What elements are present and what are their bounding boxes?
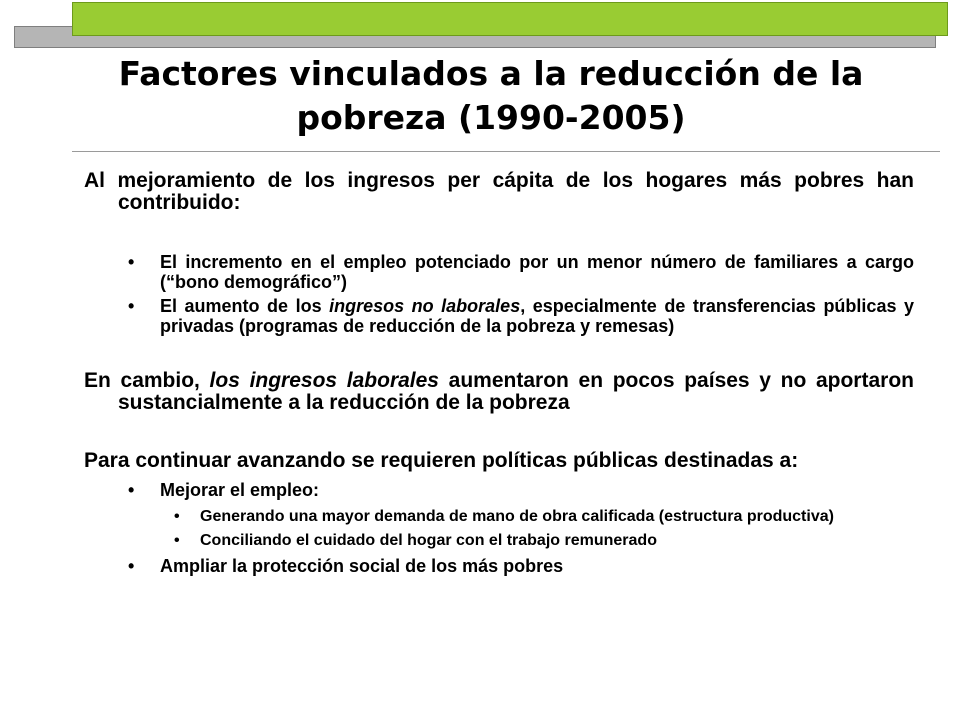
title-divider [72,151,940,152]
subbullet-demanda-mano-obra: • Generando una mayor demanda de mano de obra calificada (estructura productiva) [84,508,914,526]
section3-intro: Para continuar avanzando se requieren políticas públicas destinadas a: [84,449,799,472]
bullet-text-italic: ingresos no laborales [329,296,521,316]
section2-pre: En cambio, [84,369,210,392]
header-green-bar [72,2,948,36]
section2-paragraph [84,370,914,414]
slide-body [84,170,914,576]
bullet-ingresos-no-laborales [84,296,914,336]
section2-post: aumentaron en pocos países y no aportaron sustancialmente a la reducción de la pobreza [118,369,914,414]
bullet-text-post: , especialmente de transferencias públicas y privadas (programas de reducción de la pobreza y remesas) [160,296,914,336]
bullet-proteccion-social: • Ampliar la protección social de los más pobres [84,556,914,576]
bullet-mejorar-empleo: • Mejorar el empleo: [84,480,914,500]
subbullet-conciliando-hogar: • Conciliando el cuidado del hogar con el trabajo remunerado [84,532,914,550]
bullet-bono-demografico: • El incremento en el empleo potenciado por un menor número de familiares a cargo (“bono demográfico”) [84,252,914,292]
section1-intro: Al mejoramiento de los ingresos per cápita de los hogares más pobres han contribuido: [84,169,914,214]
section2-italic: los ingresos laborales [209,369,439,392]
slide-title: Factores vinculados a la reducción de la pobreza (1990-2005) [118,54,864,137]
bullet-text-pre: El aumento de los [160,296,330,316]
